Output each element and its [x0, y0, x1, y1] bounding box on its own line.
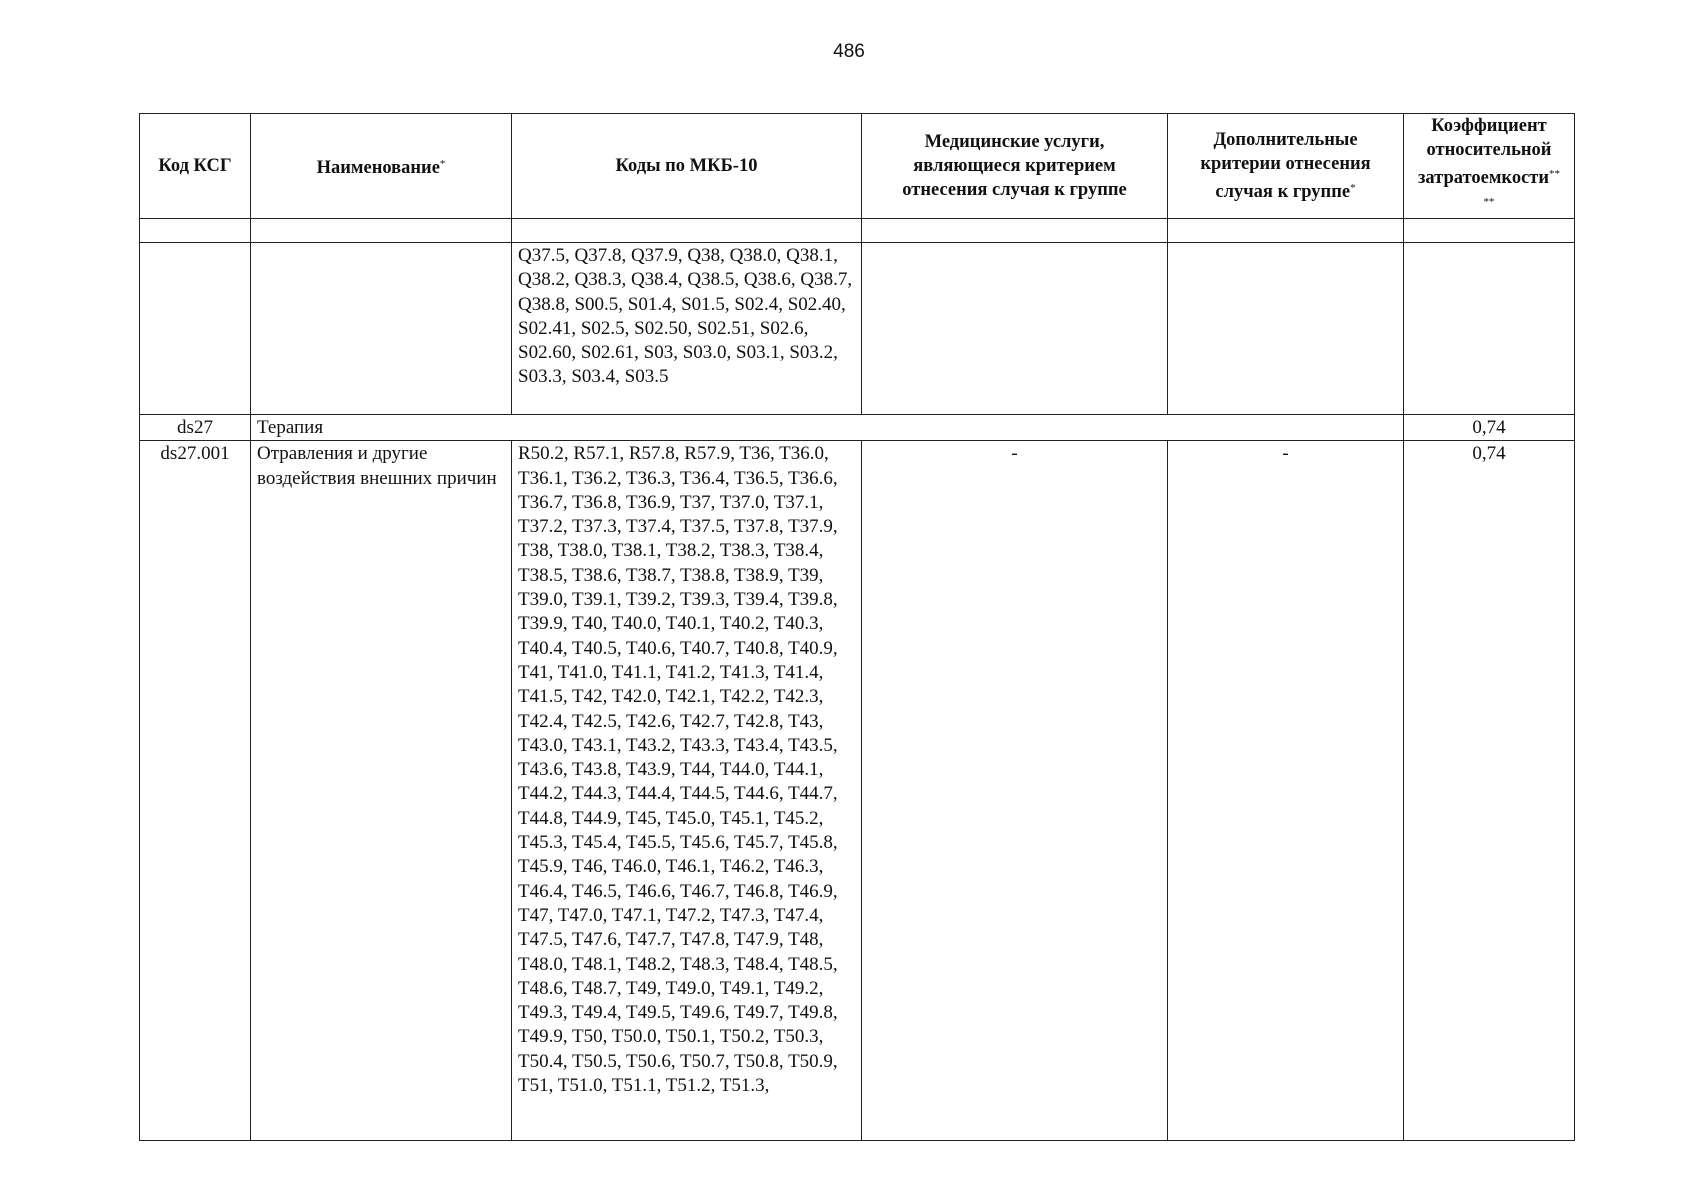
- table-cell: [251, 219, 512, 243]
- ksg-code-cell: ds27.001: [140, 441, 251, 1141]
- services-cell: -: [862, 441, 1168, 1141]
- coefficient-cell: 0,74: [1404, 441, 1575, 1141]
- table-cell: [1404, 243, 1575, 415]
- header-services: Медицинские услуги, являющиеся критерием отнесения случая к группе: [862, 114, 1168, 219]
- table-cell: [1404, 219, 1575, 243]
- table-cell: [862, 243, 1168, 415]
- table-cell: [140, 243, 251, 415]
- footnote-mark: *: [439, 158, 446, 170]
- icd-codes-cell: R50.2, R57.1, R57.8, R57.9, T36, T36.0, T36.1, T36.2, T36.3, T36.4, T36.5, T36.6, T36.7, T36.8, T36.9, T37, T37.0, T37.1, T37.2, T37.3, T37.4, T37.5, T37.8, T37.9, T38, T38.0, T38.1, T38.2, T38.3, T38.4, T38.5, T38.6, T38.7, T38.8, T38.9, T39, T39.0, T39.1, T39.2, T39.3, T39.4, T39.8, T39.9, T40, T40.0, T40.1, T40.2, T40.3, T40.4, T40.5, T40.6, T40.7, T40.8, T40.9, T41, T41.0, T41.1, T41.2, T41.3, T41.4, T41.5, T42, T42.0, T42.1, T42.2, T42.3, T42.4, T42.5, T42.6, T42.7, T42.8, T43, T43.0, T43.1, T43.2, T43.3, T43.4, T43.5, T43.6, T43.8, T43.9, T44, T44.0, T44.1, T44.2, T44.3, T44.4, T44.5, T44.6, T44.7, T44.8, T44.9, T45, T45.0, T45.1, T45.2, T45.3, T45.4, T45.5, T45.6, T45.7, T45.8, T45.9, T46, T46.0, T46.1, T46.2, T46.3, T46.4, T46.5, T46.6, T46.7, T46.8, T46.9, T47, T47.0, T47.1, T47.2, T47.3, T47.4, T47.5, T47.6, T47.7, T47.8, T47.9, T48, T48.0, T48.1, T48.2, T48.3, T48.4, T48.5, T48.6, T48.7, T49, T49.0, T49.1, T49.2, T49.3, T49.4, T49.5, T49.6, T49.7, T49.8, T49.9, T50, T50.0, T50.1, T50.2, T50.3, T50.4, T50.5, T50.6, T50.7, T50.8, T50.9, T51, T51.0, T51.1, T51.2, T51.3,: [512, 441, 862, 1141]
- footnote-mark: *: [1350, 182, 1356, 194]
- group-row: [140, 415, 1575, 441]
- header-code: Код КСГ: [140, 114, 251, 219]
- coefficient-cell: 0,74: [1404, 415, 1575, 441]
- header-icd-codes: Коды по МКБ-10: [512, 114, 862, 219]
- header-row: [140, 114, 1575, 219]
- table-cell: [251, 243, 512, 415]
- ksg-code-cell: ds27: [140, 415, 251, 441]
- table-row: [140, 243, 1575, 415]
- header-coefficient: Коэффициент относительной затратоемкости** **: [1404, 114, 1575, 219]
- table-cell: [512, 219, 862, 243]
- additional-criteria-cell: -: [1168, 441, 1404, 1141]
- spacer-row: [140, 219, 1575, 243]
- table-cell: [1168, 243, 1404, 415]
- table-row: [140, 441, 1575, 1141]
- icd-codes-cell: Q37.5, Q37.8, Q37.9, Q38, Q38.0, Q38.1, Q38.2, Q38.3, Q38.4, Q38.5, Q38.6, Q38.7, Q38.8, S00.5, S01.4, S01.5, S02.4, S02.40, S02.41, S02.5, S02.50, S02.51, S02.6, S02.60, S02.61, S03, S03.0, S03.1, S03.2, S03.3, S03.4, S03.5: [512, 243, 862, 415]
- page-number: 486: [833, 41, 865, 62]
- ksg-table: [139, 113, 1575, 1141]
- name-cell: Отравления и другие воздействия внешних причин: [251, 441, 512, 1141]
- footnote-mark: **: [1549, 168, 1561, 180]
- header-name: Наименование*: [251, 114, 512, 219]
- footnote-mark: **: [1483, 196, 1495, 208]
- table-cell: [1168, 219, 1404, 243]
- header-additional-criteria: Дополнительные критерии отнесения случая к группе*: [1168, 114, 1404, 219]
- table-cell: [862, 219, 1168, 243]
- table-cell: [140, 219, 251, 243]
- group-name-cell: Терапия: [251, 415, 1404, 441]
